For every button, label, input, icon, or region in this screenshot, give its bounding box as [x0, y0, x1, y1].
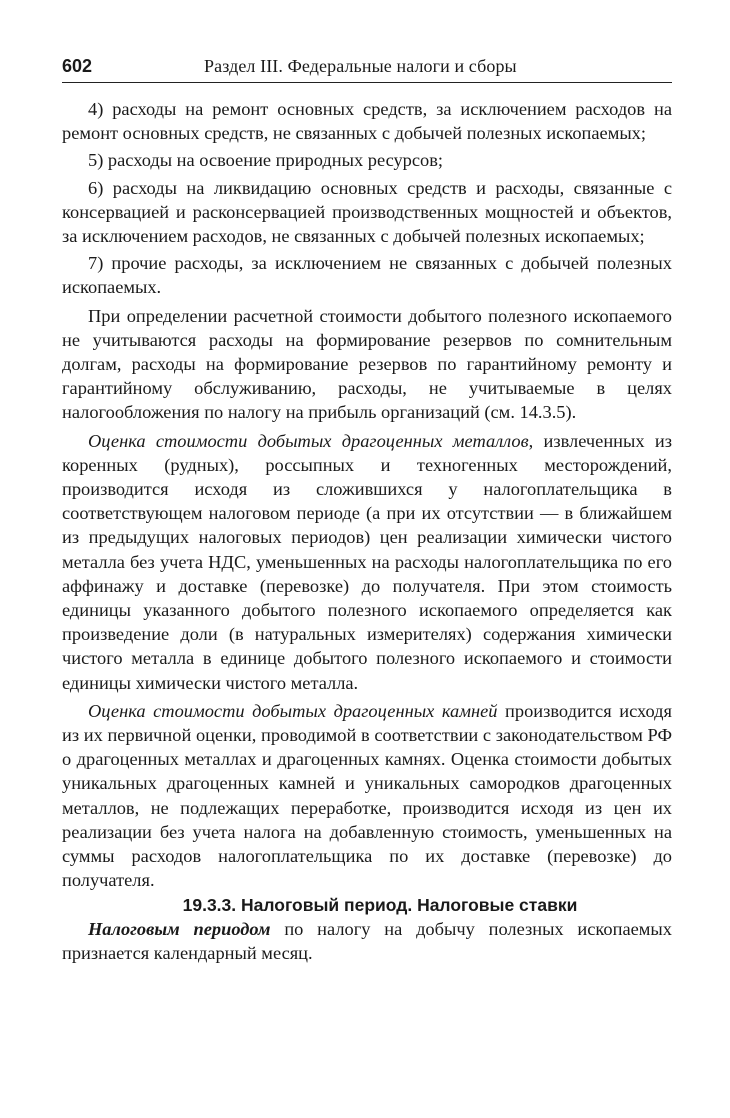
section-heading: 19.3.3. Налоговый период. Налоговые ставки	[182, 894, 578, 915]
page-number: 602	[62, 56, 93, 76]
paragraph-precious-metals-text: , извлеченных из коренных (рудных), россыпных и техногенных месторождений, производится исходя из сложившихся у налогоплательщика в соответствующем налоговом периоде (а при их отсутствии — в ближайшем из предыдущих налоговых периодов) цен реализации химически чистого металла без учета НДС, уменьшенных на расходы налогоплательщика по его аффинажу и доставке (перевозке) до получателя. При этом стоимость единицы указанного добытого полезного ископаемого определяется как произведение доли (в натуральных измерителях) содержания химически чистого металла в единице добытого полезного ископаемого и стоимости единицы химически чистого металла.	[62, 430, 672, 693]
page-header	[62, 52, 672, 83]
paragraph-tax-period	[62, 917, 672, 965]
term-precious-metals: Оценка стоимости добытых драгоценных металлов	[88, 430, 529, 451]
paragraph-item-6: 6) расходы на ликвидацию основных средств и расходы, связанные с консервацией и расконсервацией производственных мощностей и объектов, за исключением расходов, не связанных с добычей полезных ископаемых;	[62, 177, 672, 247]
running-head: Раздел III. Федеральные налоги и сборы	[204, 56, 517, 76]
term-tax-period: Налоговым периодом	[88, 918, 271, 939]
paragraph-item-4: 4) расходы на ремонт основных средств, за исключением расходов на ремонт основных средств, не связанных с добычей полезных ископаемых;	[62, 99, 672, 144]
paragraph-calculated-cost: При определении расчетной стоимости добытого полезного ископаемого не учитываются расходы на формирование резервов по сомнительным долгам, расходы на формирование резервов по гарантийному ремонту и гарантийному обслуживанию, расходы, не учитываемые в целях налогообложения по налогу на прибыль организаций (см. 14.3.5).	[62, 305, 672, 423]
paragraph-precious-stones	[62, 699, 672, 893]
paragraph-tax-period-text: по налогу на добычу полезных ископаемых признается календарный месяц.	[62, 918, 672, 963]
term-precious-stones: Оценка стоимости добытых драгоценных камней	[88, 700, 498, 721]
paragraph-precious-stones-text: производится исходя из их первичной оценки, проводимой в соответствии с законодательством РФ о драгоценных металлах и драгоценных камнях. Оценка стоимости добытых уникальных драгоценных камней и уникальных самородков драгоценных металлов, не подлежащих переработке, производится исходя из цен их реализации без учета налога на добавленную стоимость, уменьшенных на суммы расходов налогоплательщика по их доставке (перевозке) до получателя.	[62, 700, 672, 891]
paragraph-item-5: 5) расходы на освоение природных ресурсов;	[88, 150, 444, 171]
paragraph-item-7: 7) прочие расходы, за исключением не связанных с добычей полезных ископаемых.	[62, 253, 672, 298]
body-text	[62, 97, 672, 965]
paragraph-precious-metals	[62, 429, 672, 695]
